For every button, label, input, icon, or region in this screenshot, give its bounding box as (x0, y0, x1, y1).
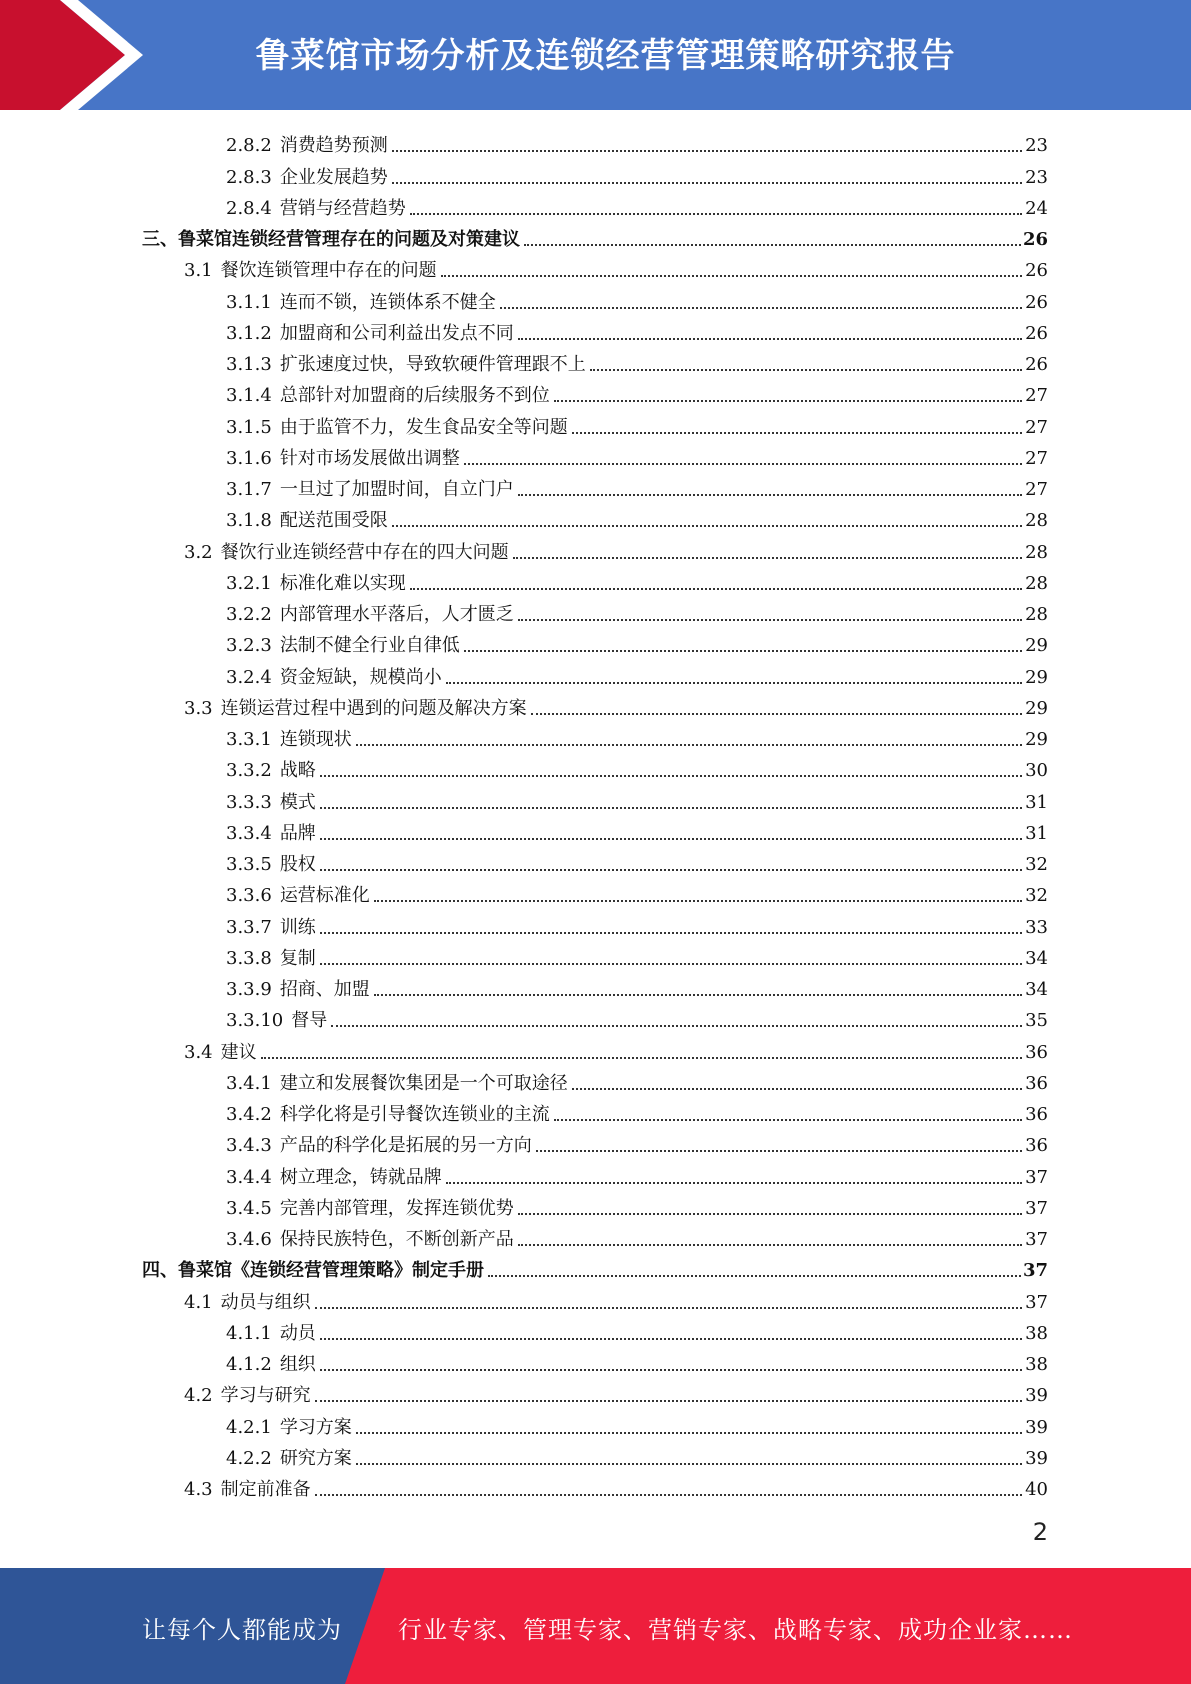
toc-entry-title: 完善内部管理，发挥连锁优势 (279, 1197, 514, 1219)
toc-entry[interactable] (142, 439, 1048, 470)
toc-entry-number: 3.2.1 (226, 572, 272, 594)
toc-entry-page: 37 (1022, 1260, 1048, 1282)
toc-entry-page: 36 (1025, 1104, 1048, 1125)
toc-entry-page: 37 (1025, 1197, 1048, 1219)
toc-entry-number: 4.1.1 (226, 1322, 272, 1344)
toc-entry-title: 组织 (279, 1354, 316, 1375)
toc-entry-number: 3.1.3 (226, 354, 272, 375)
toc-entry-page: 29 (1025, 697, 1048, 719)
toc-entry-page: 31 (1025, 822, 1048, 844)
toc-entry-page: 28 (1025, 541, 1048, 563)
toc-entry[interactable] (142, 189, 1048, 220)
toc-dot-leader (320, 868, 1022, 871)
toc-dot-leader (446, 1181, 1022, 1184)
toc-dot-leader (464, 649, 1022, 652)
toc-entry-page: 27 (1025, 416, 1048, 438)
toc-dot-leader (446, 681, 1022, 684)
toc-dot-leader (392, 181, 1022, 184)
toc-entry-title: 由于监管不力，发生食品安全等问题 (279, 416, 568, 438)
toc-entry-title: 制定前准备 (220, 1479, 311, 1500)
toc-entry[interactable] (142, 470, 1048, 501)
toc-entry[interactable] (142, 407, 1048, 438)
toc-entry[interactable] (142, 845, 1048, 876)
toc-dot-leader (320, 1337, 1022, 1340)
toc-entry-page: 27 (1025, 385, 1048, 407)
toc-entry-title: 法制不健全行业自律低 (279, 635, 460, 657)
toc-entry-page: 29 (1025, 666, 1048, 688)
toc-dot-leader (518, 1212, 1022, 1215)
toc-dot-leader (518, 1243, 1022, 1246)
toc-entry-number: 3.1.6 (226, 447, 272, 469)
toc-dot-leader (572, 431, 1022, 434)
toc-dot-leader (320, 931, 1022, 934)
toc-entry-title: 扩张速度过快，导致软硬件管理跟不上 (279, 354, 586, 375)
toc-entry[interactable] (142, 751, 1048, 782)
toc-entry-page: 23 (1025, 166, 1048, 188)
toc-entry[interactable] (142, 970, 1048, 1001)
toc-entry-page: 37 (1025, 1229, 1048, 1250)
toc-entry-page: 37 (1025, 1291, 1048, 1313)
toc-entry[interactable] (142, 720, 1048, 751)
toc-entry-number: 4.2.2 (226, 1447, 272, 1469)
toc-entry-title: 科学化将是引导餐饮连锁业的主流 (279, 1104, 550, 1125)
toc-dot-leader (331, 1024, 1022, 1027)
toc-entry-page: 26 (1025, 260, 1048, 282)
toc-entry-number: 3.1.7 (226, 479, 272, 500)
toc-entry-page: 36 (1025, 1135, 1048, 1157)
toc-entry-page: 31 (1025, 791, 1048, 813)
toc-entry-number: 3.3.2 (226, 760, 272, 782)
toc-entry-number: 3.4.6 (226, 1229, 272, 1250)
toc-entry-number: 3.1.1 (226, 291, 272, 313)
toc-entry-page: 35 (1025, 1010, 1048, 1032)
toc-entry[interactable] (142, 564, 1048, 595)
toc-entry-number: 3.3.5 (226, 854, 272, 875)
toc-entry-page: 29 (1025, 729, 1048, 750)
toc-entry[interactable] (142, 1439, 1048, 1470)
toc-entry-title: 一旦过了加盟时间，自立门户 (279, 479, 514, 500)
table-of-contents (142, 126, 1048, 1501)
toc-dot-leader (500, 306, 1022, 309)
toc-entry-page: 28 (1025, 510, 1048, 532)
toc-dot-leader (315, 1493, 1022, 1496)
toc-entry-number: 3.3.8 (226, 947, 272, 969)
toc-entry[interactable] (142, 1189, 1048, 1220)
toc-entry-page: 34 (1025, 979, 1048, 1000)
toc-entry-title: 股权 (279, 854, 316, 875)
toc-entry-title: 营销与经营趋势 (279, 197, 406, 219)
toc-entry-title: 标准化难以实现 (279, 572, 406, 594)
toc-dot-leader (518, 337, 1022, 340)
toc-entry[interactable] (142, 939, 1048, 970)
toc-entry-page: 32 (1025, 885, 1048, 907)
toc-entry[interactable] (142, 251, 1048, 282)
toc-entry-number: 3.4.3 (226, 1135, 272, 1157)
toc-entry-number: 3.3.7 (226, 916, 272, 938)
toc-entry-title: 连锁运营过程中遇到的问题及解决方案 (220, 697, 527, 719)
toc-entry[interactable] (142, 1064, 1048, 1095)
toc-dot-leader (320, 837, 1022, 840)
toc-entry[interactable] (142, 376, 1048, 407)
toc-dot-leader (356, 1431, 1022, 1434)
toc-dot-leader (518, 618, 1022, 621)
toc-entry-number: 4.1.2 (226, 1354, 272, 1375)
toc-entry[interactable] (142, 345, 1048, 376)
report-title: 鲁菜馆市场分析及连锁经营管理策略研究报告 (255, 36, 956, 76)
toc-entry-number: 4.3 (184, 1479, 213, 1500)
toc-entry-title: 招商、加盟 (279, 979, 370, 1000)
toc-entry[interactable] (142, 1407, 1048, 1438)
toc-entry-number: 3.3.3 (226, 791, 272, 813)
toc-entry-number: 3.2.3 (226, 635, 272, 657)
toc-entry[interactable] (142, 782, 1048, 813)
toc-dot-leader (410, 587, 1022, 590)
page-number: 2 (1032, 1518, 1048, 1546)
toc-entry-page: 24 (1025, 197, 1048, 219)
toc-entry[interactable] (142, 1001, 1048, 1032)
toc-dot-leader (315, 1306, 1022, 1309)
toc-entry-title: 研究方案 (279, 1447, 352, 1469)
toc-entry-number: 3.4.2 (226, 1104, 272, 1125)
toc-entry-title: 运营标准化 (279, 885, 370, 907)
toc-entry-title: 总部针对加盟商的后续服务不到位 (279, 385, 550, 407)
toc-entry-page: 28 (1025, 604, 1048, 625)
toc-dot-leader (554, 1118, 1022, 1121)
toc-entry[interactable] (142, 1314, 1048, 1345)
toc-entry[interactable] (142, 1032, 1048, 1063)
toc-entry-page: 39 (1025, 1385, 1048, 1407)
toc-dot-leader (374, 899, 1022, 902)
toc-entry-number: 3.3.6 (226, 885, 272, 907)
toc-dot-leader (524, 243, 1021, 246)
toc-entry[interactable] (142, 626, 1048, 657)
toc-entry[interactable] (142, 1157, 1048, 1188)
toc-entry[interactable] (142, 220, 1048, 251)
toc-entry-page: 23 (1025, 135, 1048, 157)
toc-entry-page: 38 (1025, 1354, 1048, 1375)
toc-dot-leader (374, 993, 1022, 996)
toc-entry-title: 加盟商和公司利益出发点不同 (279, 322, 514, 344)
toc-entry[interactable] (142, 126, 1048, 157)
toc-entry[interactable] (142, 689, 1048, 720)
toc-entry[interactable] (142, 532, 1048, 563)
toc-entry[interactable] (142, 1345, 1048, 1376)
toc-entry-title: 保持民族特色，不断创新产品 (279, 1229, 514, 1250)
toc-entry[interactable] (142, 314, 1048, 345)
toc-entry-title: 企业发展趋势 (279, 166, 388, 188)
toc-entry-title: 复制 (279, 947, 316, 969)
toc-entry-number: 3.4.1 (226, 1072, 272, 1094)
toc-entry-number: 3.3.1 (226, 729, 272, 750)
toc-entry[interactable] (142, 1126, 1048, 1157)
toc-dot-leader (531, 712, 1022, 715)
toc-entry-title: 学习与研究 (220, 1385, 311, 1407)
toc-entry-number: 3.2.4 (226, 666, 272, 688)
toc-dot-leader (356, 743, 1022, 746)
toc-entry[interactable] (142, 1251, 1048, 1282)
toc-dot-leader (464, 462, 1022, 465)
toc-dot-leader (320, 1368, 1022, 1371)
toc-entry-title: 餐饮连锁管理中存在的问题 (220, 260, 437, 282)
toc-entry-number: 4.2 (184, 1385, 213, 1407)
toc-entry[interactable] (142, 1470, 1048, 1501)
toc-entry[interactable] (142, 1095, 1048, 1126)
toc-dot-leader (392, 149, 1022, 152)
toc-entry-number: 3.3.10 (226, 1010, 284, 1032)
toc-dot-leader (590, 368, 1022, 371)
toc-entry-title: 品牌 (279, 822, 316, 844)
toc-entry-number: 3.1 (184, 260, 213, 282)
toc-entry[interactable] (142, 282, 1048, 313)
toc-entry-number: 3.2 (184, 541, 213, 563)
toc-dot-leader (356, 1462, 1022, 1465)
toc-entry-title: 产品的科学化是拓展的另一方向 (279, 1135, 532, 1157)
toc-entry-number: 3.4.5 (226, 1197, 272, 1219)
toc-entry-page: 28 (1025, 572, 1048, 594)
toc-dot-leader (410, 212, 1022, 215)
toc-entry-page: 29 (1025, 635, 1048, 657)
toc-entry-title: 建议 (220, 1041, 257, 1063)
toc-dot-leader (536, 1149, 1022, 1152)
toc-entry-page: 34 (1025, 947, 1048, 969)
toc-entry-title: 建立和发展餐饮集团是一个可取途径 (279, 1072, 568, 1094)
toc-entry-title: 树立理念，铸就品牌 (279, 1166, 442, 1188)
toc-entry-number: 3.4 (184, 1041, 213, 1063)
toc-entry-title: 动员 (279, 1322, 316, 1344)
toc-entry-title: 餐饮行业连锁经营中存在的四大问题 (220, 541, 509, 563)
footer-banner (0, 1568, 1191, 1684)
toc-entry[interactable] (142, 1220, 1048, 1251)
toc-entry-number: 3.3 (184, 697, 213, 719)
toc-dot-leader (513, 556, 1022, 559)
toc-entry-page: 36 (1025, 1041, 1048, 1063)
toc-entry-page: 27 (1025, 447, 1048, 469)
toc-entry-title: 战略 (279, 760, 316, 782)
toc-dot-leader (315, 1399, 1022, 1402)
toc-entry-title: 三、鲁菜馆连锁经营管理存在的问题及对策建议 (142, 229, 520, 250)
toc-entry-page: 40 (1025, 1479, 1048, 1500)
toc-dot-leader (488, 1274, 1021, 1277)
toc-entry-page: 37 (1025, 1166, 1048, 1188)
footer-slogan-left: 让每个人都能成为 (142, 1616, 342, 1644)
toc-entry[interactable] (142, 501, 1048, 532)
toc-entry-page: 39 (1025, 1447, 1048, 1469)
toc-entry-page: 30 (1025, 760, 1048, 782)
toc-entry-page: 26 (1025, 354, 1048, 375)
toc-entry[interactable] (142, 814, 1048, 845)
toc-entry-title: 连而不锁，连锁体系不健全 (279, 291, 496, 313)
toc-entry-title: 学习方案 (279, 1416, 352, 1438)
toc-dot-leader (392, 524, 1022, 527)
toc-dot-leader (554, 399, 1022, 402)
toc-dot-leader (518, 493, 1022, 496)
toc-entry-number: 4.1 (184, 1291, 213, 1313)
toc-entry-page: 26 (1022, 229, 1048, 250)
toc-entry-title: 资金短缺，规模尚小 (279, 666, 442, 688)
toc-entry[interactable] (142, 907, 1048, 938)
toc-entry-title: 消费趋势预测 (279, 135, 388, 157)
toc-entry-number: 3.3.9 (226, 979, 272, 1000)
toc-entry-number: 3.4.4 (226, 1166, 272, 1188)
toc-entry-page: 38 (1025, 1322, 1048, 1344)
toc-dot-leader (572, 1087, 1022, 1090)
toc-dot-leader (320, 774, 1022, 777)
toc-entry-number: 2.8.4 (226, 197, 272, 219)
toc-entry[interactable] (142, 657, 1048, 688)
toc-entry-number: 2.8.2 (226, 135, 272, 157)
toc-entry-title: 模式 (279, 791, 316, 813)
footer-slogan-right: 行业专家、管理专家、营销专家、战略专家、成功企业家…… (398, 1616, 1073, 1644)
toc-entry-title: 四、鲁菜馆《连锁经营管理策略》制定手册 (142, 1260, 484, 1282)
toc-entry-title: 针对市场发展做出调整 (279, 447, 460, 469)
toc-entry-page: 39 (1025, 1416, 1048, 1438)
toc-dot-leader (320, 806, 1022, 809)
toc-entry-page: 33 (1025, 916, 1048, 938)
toc-entry-page: 27 (1025, 479, 1048, 500)
toc-entry-number: 3.1.8 (226, 510, 272, 532)
toc-entry-page: 32 (1025, 854, 1048, 875)
toc-entry-number: 3.1.5 (226, 416, 272, 438)
header-banner (0, 0, 1191, 110)
toc-entry-page: 26 (1025, 291, 1048, 313)
toc-entry-title: 内部管理水平落后，人才匮乏 (279, 604, 514, 625)
toc-entry[interactable] (142, 1376, 1048, 1407)
toc-entry[interactable] (142, 157, 1048, 188)
toc-entry-title: 动员与组织 (220, 1291, 311, 1313)
toc-entry-number: 2.8.3 (226, 166, 272, 188)
toc-entry[interactable] (142, 876, 1048, 907)
toc-entry-title: 连锁现状 (279, 729, 352, 750)
toc-dot-leader (320, 962, 1022, 965)
toc-entry-number: 3.3.4 (226, 822, 272, 844)
toc-entry-number: 4.2.1 (226, 1416, 272, 1438)
toc-entry[interactable] (142, 595, 1048, 626)
toc-entry-title: 配送范围受限 (279, 510, 388, 532)
toc-entry-page: 36 (1025, 1072, 1048, 1094)
toc-entry[interactable] (142, 1282, 1048, 1313)
toc-dot-leader (261, 1056, 1022, 1059)
toc-entry-title: 训练 (279, 916, 316, 938)
toc-entry-number: 3.1.4 (226, 385, 272, 407)
toc-entry-page: 26 (1025, 322, 1048, 344)
toc-entry-title: 督导 (291, 1010, 328, 1032)
toc-dot-leader (441, 274, 1022, 277)
toc-entry-number: 3.2.2 (226, 604, 272, 625)
toc-entry-number: 3.1.2 (226, 322, 272, 344)
